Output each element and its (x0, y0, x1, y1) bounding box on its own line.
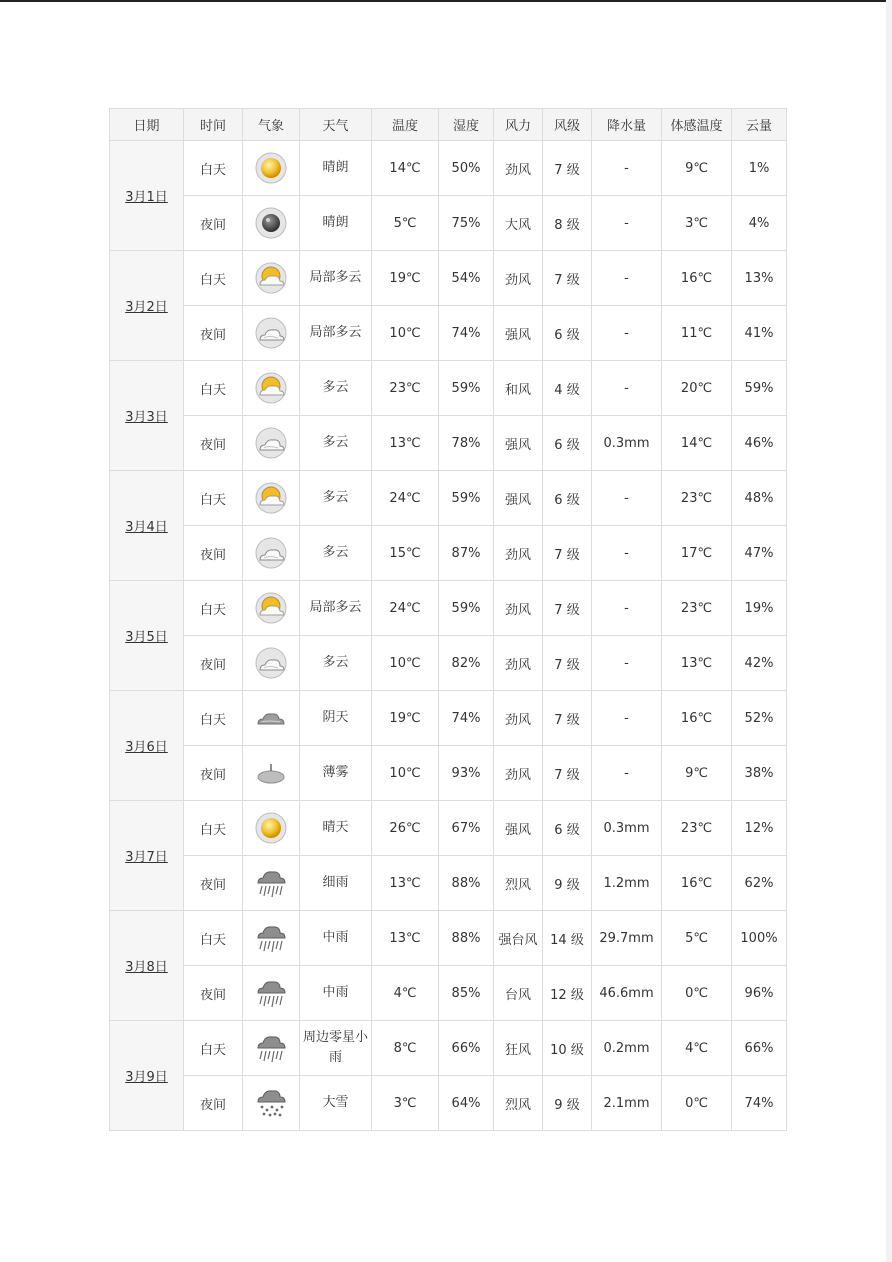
table-row (110, 526, 787, 581)
wind-cell: 强台风 (494, 911, 543, 966)
wind-cell: 强风 (494, 416, 543, 471)
date-cell (110, 471, 184, 581)
humidity-cell: 93% (439, 746, 494, 801)
temperature-cell: 5℃ (372, 196, 439, 251)
precipitation-cell: - (592, 746, 662, 801)
cloud-cover-cell: 46% (732, 416, 787, 471)
cloud-cover-cell: 48% (732, 471, 787, 526)
precipitation-cell: 0.3mm (592, 416, 662, 471)
wind-level-cell: 6 级 (543, 416, 592, 471)
period-cell: 夜间 (184, 856, 243, 911)
precipitation-cell: - (592, 691, 662, 746)
wind-cell: 劲风 (494, 251, 543, 306)
date-link[interactable]: 3月4日 (125, 520, 168, 535)
wind-cell: 劲风 (494, 691, 543, 746)
temperature-cell: 13℃ (372, 416, 439, 471)
precipitation-cell: - (592, 251, 662, 306)
wind-cell: 烈风 (494, 1076, 543, 1131)
feels-like-cell: 20℃ (662, 361, 732, 416)
fog-icon (243, 746, 300, 801)
date-link[interactable]: 3月7日 (125, 850, 168, 865)
table-row (110, 416, 787, 471)
table-row (110, 251, 787, 306)
precipitation-cell: 46.6mm (592, 966, 662, 1021)
wind-level-cell: 6 级 (543, 306, 592, 361)
cloud-cover-cell: 19% (732, 581, 787, 636)
table-row (110, 911, 787, 966)
table-row (110, 1021, 787, 1076)
precipitation-cell: - (592, 636, 662, 691)
cloud-cover-cell: 96% (732, 966, 787, 1021)
table-row (110, 471, 787, 526)
period-cell: 白天 (184, 251, 243, 306)
wind-level-cell: 7 级 (543, 526, 592, 581)
snow-icon (243, 1076, 300, 1131)
period-cell: 夜间 (184, 196, 243, 251)
humidity-cell: 59% (439, 471, 494, 526)
wind-level-cell: 8 级 (543, 196, 592, 251)
table-row (110, 196, 787, 251)
wind-level-cell: 10 级 (543, 1021, 592, 1076)
wind-level-cell: 7 级 (543, 746, 592, 801)
weather-condition: 多云 (300, 416, 372, 471)
table-row (110, 361, 787, 416)
cloud-cover-cell: 4% (732, 196, 787, 251)
temperature-cell: 14℃ (372, 141, 439, 196)
precipitation-cell: 0.2mm (592, 1021, 662, 1076)
wind-cell: 台风 (494, 966, 543, 1021)
humidity-cell: 59% (439, 361, 494, 416)
feels-like-cell: 23℃ (662, 471, 732, 526)
period-cell: 夜间 (184, 416, 243, 471)
precipitation-cell: - (592, 361, 662, 416)
wind-level-cell: 6 级 (543, 471, 592, 526)
weather-condition: 周边零星小雨 (300, 1021, 372, 1076)
header-weather-icon: 气象 (243, 109, 300, 141)
cloud-cover-cell: 1% (732, 141, 787, 196)
table-body (110, 141, 787, 1131)
period-cell: 白天 (184, 691, 243, 746)
feels-like-cell: 3℃ (662, 196, 732, 251)
feels-like-cell: 0℃ (662, 966, 732, 1021)
wind-cell: 强风 (494, 471, 543, 526)
period-cell: 夜间 (184, 966, 243, 1021)
feels-like-cell: 9℃ (662, 141, 732, 196)
header-temperature: 温度 (372, 109, 439, 141)
page-right-edge (886, 0, 892, 1262)
temperature-cell: 19℃ (372, 251, 439, 306)
wind-cell: 狂风 (494, 1021, 543, 1076)
wind-cell: 强风 (494, 801, 543, 856)
temperature-cell: 3℃ (372, 1076, 439, 1131)
wind-level-cell: 7 级 (543, 636, 592, 691)
wind-level-cell: 7 级 (543, 691, 592, 746)
wind-level-cell: 6 级 (543, 801, 592, 856)
wind-cell: 劲风 (494, 141, 543, 196)
cloud-cover-cell: 59% (732, 361, 787, 416)
moon-cloud-icon (243, 636, 300, 691)
weather-condition: 多云 (300, 526, 372, 581)
temperature-cell: 13℃ (372, 911, 439, 966)
temperature-cell: 13℃ (372, 856, 439, 911)
date-link[interactable]: 3月1日 (125, 190, 168, 205)
date-cell (110, 1021, 184, 1131)
feels-like-cell: 23℃ (662, 581, 732, 636)
wind-cell: 烈风 (494, 856, 543, 911)
feels-like-cell: 16℃ (662, 691, 732, 746)
weather-condition: 局部多云 (300, 251, 372, 306)
cloud-cover-cell: 42% (732, 636, 787, 691)
precipitation-cell: - (592, 526, 662, 581)
humidity-cell: 87% (439, 526, 494, 581)
period-cell: 夜间 (184, 1076, 243, 1131)
weather-condition: 细雨 (300, 856, 372, 911)
header-precipitation: 降水量 (592, 109, 662, 141)
weather-condition: 晴朗 (300, 196, 372, 251)
feels-like-cell: 9℃ (662, 746, 732, 801)
moon-cloud-icon (243, 416, 300, 471)
humidity-cell: 85% (439, 966, 494, 1021)
humidity-cell: 67% (439, 801, 494, 856)
date-link[interactable]: 3月5日 (125, 630, 168, 645)
feels-like-cell: 0℃ (662, 1076, 732, 1131)
table-row (110, 636, 787, 691)
feels-like-cell: 5℃ (662, 911, 732, 966)
cloud-cover-cell: 100% (732, 911, 787, 966)
wind-cell: 强风 (494, 306, 543, 361)
date-link[interactable]: 3月3日 (125, 410, 168, 425)
temperature-cell: 23℃ (372, 361, 439, 416)
table-row (110, 581, 787, 636)
humidity-cell: 54% (439, 251, 494, 306)
table-row (110, 1076, 787, 1131)
weather-condition: 晴朗 (300, 141, 372, 196)
cloud-cover-cell: 13% (732, 251, 787, 306)
wind-level-cell: 7 级 (543, 581, 592, 636)
date-cell (110, 691, 184, 801)
humidity-cell: 74% (439, 691, 494, 746)
header-feels-like: 体感温度 (662, 109, 732, 141)
table-row (110, 306, 787, 361)
weather-condition: 局部多云 (300, 306, 372, 361)
feels-like-cell: 16℃ (662, 251, 732, 306)
precipitation-cell: 2.1mm (592, 1076, 662, 1131)
precipitation-cell: - (592, 141, 662, 196)
header-date: 日期 (110, 109, 184, 141)
sun-icon (243, 801, 300, 856)
temperature-cell: 8℃ (372, 1021, 439, 1076)
weather-condition: 薄雾 (300, 746, 372, 801)
sun-cloud-icon (243, 471, 300, 526)
rain-icon (243, 856, 300, 911)
temperature-cell: 26℃ (372, 801, 439, 856)
table-row (110, 856, 787, 911)
page-top-border (0, 0, 892, 2)
temperature-cell: 4℃ (372, 966, 439, 1021)
wind-level-cell: 7 级 (543, 141, 592, 196)
wind-level-cell: 14 级 (543, 911, 592, 966)
overcast-icon (243, 691, 300, 746)
temperature-cell: 10℃ (372, 636, 439, 691)
feels-like-cell: 16℃ (662, 856, 732, 911)
period-cell: 白天 (184, 911, 243, 966)
cloud-cover-cell: 74% (732, 1076, 787, 1131)
table-row (110, 141, 787, 196)
period-cell: 白天 (184, 1021, 243, 1076)
sun-icon (243, 141, 300, 196)
period-cell: 白天 (184, 581, 243, 636)
cloud-cover-cell: 41% (732, 306, 787, 361)
feels-like-cell: 11℃ (662, 306, 732, 361)
header-time: 时间 (184, 109, 243, 141)
rain-icon (243, 911, 300, 966)
date-cell (110, 361, 184, 471)
header-wind: 风力 (494, 109, 543, 141)
header-cloud-cover: 云量 (732, 109, 787, 141)
wind-level-cell: 12 级 (543, 966, 592, 1021)
period-cell: 白天 (184, 361, 243, 416)
wind-cell: 大风 (494, 196, 543, 251)
wind-cell: 劲风 (494, 636, 543, 691)
sun-cloud-icon (243, 581, 300, 636)
wind-level-cell: 9 级 (543, 1076, 592, 1131)
feels-like-cell: 23℃ (662, 801, 732, 856)
humidity-cell: 88% (439, 911, 494, 966)
header-wind-level: 风级 (543, 109, 592, 141)
date-cell (110, 581, 184, 691)
period-cell: 夜间 (184, 306, 243, 361)
wind-cell: 和风 (494, 361, 543, 416)
weather-condition: 多云 (300, 361, 372, 416)
wind-level-cell: 9 级 (543, 856, 592, 911)
humidity-cell: 50% (439, 141, 494, 196)
sun-cloud-icon (243, 251, 300, 306)
cloud-cover-cell: 38% (732, 746, 787, 801)
weather-forecast-table (109, 108, 787, 1131)
weather-condition: 局部多云 (300, 581, 372, 636)
wind-cell: 劲风 (494, 526, 543, 581)
period-cell: 白天 (184, 471, 243, 526)
humidity-cell: 59% (439, 581, 494, 636)
cloud-cover-cell: 12% (732, 801, 787, 856)
weather-condition: 大雪 (300, 1076, 372, 1131)
table-header-row (110, 109, 787, 141)
feels-like-cell: 4℃ (662, 1021, 732, 1076)
humidity-cell: 88% (439, 856, 494, 911)
cloud-cover-cell: 52% (732, 691, 787, 746)
temperature-cell: 19℃ (372, 691, 439, 746)
header-humidity: 湿度 (439, 109, 494, 141)
feels-like-cell: 17℃ (662, 526, 732, 581)
rain-icon (243, 1021, 300, 1076)
humidity-cell: 66% (439, 1021, 494, 1076)
temperature-cell: 10℃ (372, 306, 439, 361)
humidity-cell: 78% (439, 416, 494, 471)
temperature-cell: 15℃ (372, 526, 439, 581)
moon-cloud-icon (243, 526, 300, 581)
date-link[interactable]: 3月6日 (125, 740, 168, 755)
precipitation-cell: 1.2mm (592, 856, 662, 911)
wind-level-cell: 4 级 (543, 361, 592, 416)
cloud-cover-cell: 47% (732, 526, 787, 581)
date-cell (110, 251, 184, 361)
wind-cell: 劲风 (494, 581, 543, 636)
humidity-cell: 75% (439, 196, 494, 251)
feels-like-cell: 14℃ (662, 416, 732, 471)
weather-condition: 多云 (300, 471, 372, 526)
humidity-cell: 74% (439, 306, 494, 361)
period-cell: 白天 (184, 141, 243, 196)
date-link[interactable]: 3月2日 (125, 300, 168, 315)
table-row (110, 691, 787, 746)
humidity-cell: 64% (439, 1076, 494, 1131)
header-weather: 天气 (300, 109, 372, 141)
date-cell (110, 911, 184, 1021)
date-cell (110, 141, 184, 251)
period-cell: 夜间 (184, 746, 243, 801)
table-row (110, 746, 787, 801)
period-cell: 夜间 (184, 526, 243, 581)
weather-condition: 中雨 (300, 911, 372, 966)
humidity-cell: 82% (439, 636, 494, 691)
table-row (110, 801, 787, 856)
moon-cloud-icon (243, 306, 300, 361)
precipitation-cell: - (592, 196, 662, 251)
date-link[interactable]: 3月8日 (125, 960, 168, 975)
cloud-cover-cell: 62% (732, 856, 787, 911)
wind-level-cell: 7 级 (543, 251, 592, 306)
cloud-cover-cell: 66% (732, 1021, 787, 1076)
sun-cloud-icon (243, 361, 300, 416)
rain-icon (243, 966, 300, 1021)
table-row (110, 966, 787, 1021)
precipitation-cell: - (592, 306, 662, 361)
temperature-cell: 24℃ (372, 471, 439, 526)
feels-like-cell: 13℃ (662, 636, 732, 691)
date-cell (110, 801, 184, 911)
precipitation-cell: 0.3mm (592, 801, 662, 856)
period-cell: 夜间 (184, 636, 243, 691)
weather-condition: 阴天 (300, 691, 372, 746)
precipitation-cell: 29.7mm (592, 911, 662, 966)
moon-icon (243, 196, 300, 251)
temperature-cell: 10℃ (372, 746, 439, 801)
date-link[interactable]: 3月9日 (125, 1070, 168, 1085)
precipitation-cell: - (592, 471, 662, 526)
temperature-cell: 24℃ (372, 581, 439, 636)
weather-condition: 晴天 (300, 801, 372, 856)
precipitation-cell: - (592, 581, 662, 636)
weather-condition: 多云 (300, 636, 372, 691)
wind-cell: 劲风 (494, 746, 543, 801)
period-cell: 白天 (184, 801, 243, 856)
weather-condition: 中雨 (300, 966, 372, 1021)
